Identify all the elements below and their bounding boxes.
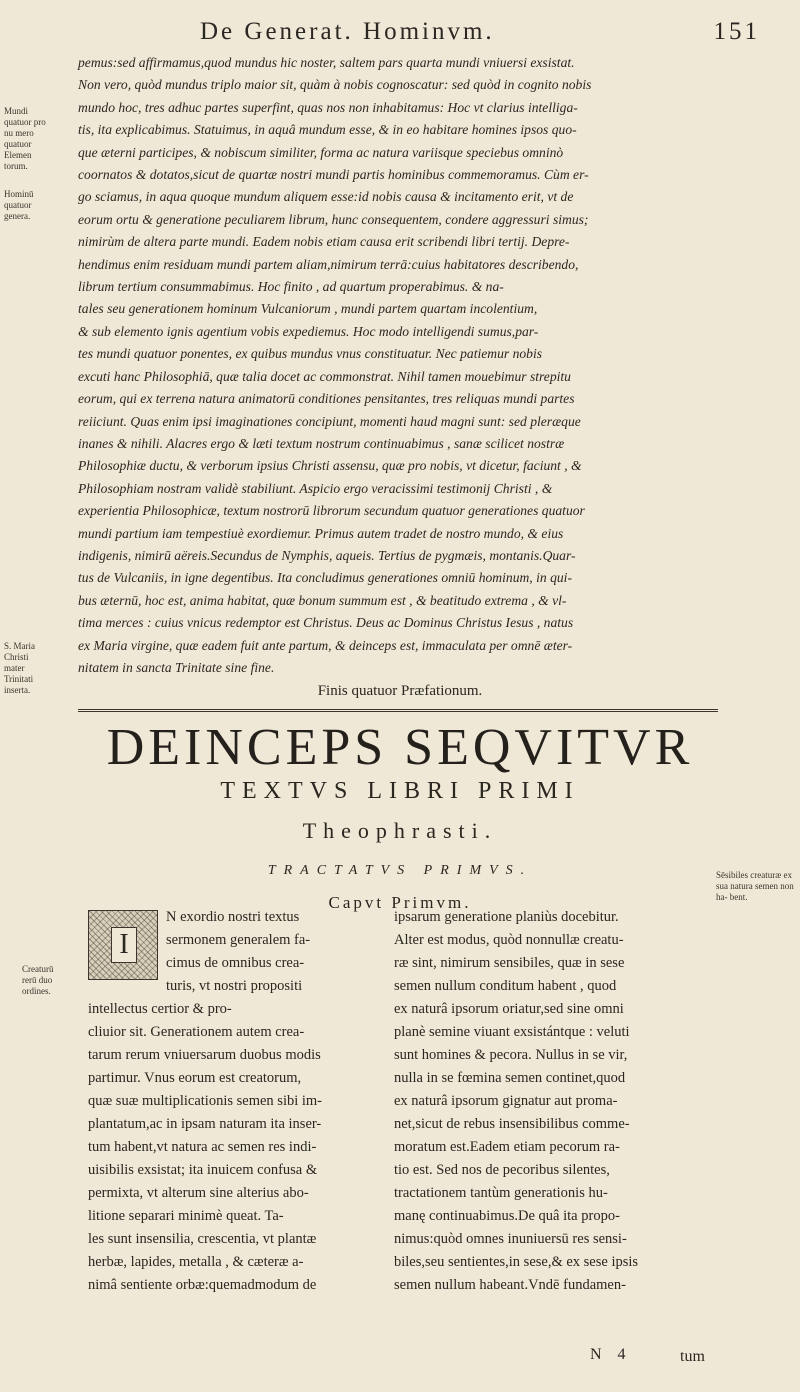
preface-line: nimirùm de altera parte mundi. Eadem nobis etiam causa erit scribendi libri tertij. Depre- [78,234,570,250]
margin-note-maria: S. Maria Christi mater Trinitati inserta. [4,641,35,695]
signature-mark: N 4 [590,1346,632,1363]
preface-line: hendimus enim residuam mundi partem aliam,nimirum terrā:cuius habitatores describendo, [78,256,579,272]
text-line: turis, vt nostri propositi [166,978,303,994]
text-line: semen nullum habeant.Vndē fundamen- [394,1277,626,1293]
margin-note-mundi: Mundi quatuor pro nu mero quatuor Elemen torum. [4,106,46,171]
margin-note-creatura: Creaturū rerū duo ordines. [22,964,54,996]
preface-line: reiiciunt. Quas enim ipsi imaginationes concipiunt, momenti haud magni sunt: sed pleræque [78,413,581,429]
preface-line: nitatem in sancta Trinitate sine fine. [78,659,275,675]
preface-line: coornatos & dotatos,sicut de quartæ nostri mundi partis hominibus commemoramus. Cùm er- [78,167,589,183]
section-subtitle: TEXTVS LIBRI PRIMI [220,778,580,804]
text-line: quæ suæ multiplicationis semen sibi im- [88,1093,323,1109]
tractatus-heading: TRACTATVS PRIMVS. [267,863,533,878]
preface-line: inanes & nihili. Alacres ergo & læti textum nostrum continuabimus , sanæ scilicet nostræ [78,435,565,451]
text-line: net,sicut de rebus insensibilibus comme- [394,1116,630,1132]
text-line: N exordio nostri textus [166,909,300,925]
text-line: plantatum,ac in ipsam naturam ita inser- [88,1116,322,1132]
page-number: 151 [713,18,760,45]
preface-line: bus æternū, hoc est, anima habitat, quæ bonum summum est , & beatitudo extrema , & vl- [78,592,567,608]
finis-line: Finis quatuor Præfationum. [317,683,483,699]
preface-line: ex Maria virgine, quæ eadem fuit ante partum, & deinceps est, immaculata per omnē æter- [78,637,573,653]
margin-note-sensibiles: Sēsibiles creaturæ ex sua natura semen non ha- bent. [716,870,794,902]
preface-line: experientia Philosophicæ, textum nostrorū librorum secundum quatuor generationes quatuor [78,503,585,519]
text-line: permixta, vt alterum sine alterius abo- [88,1185,309,1201]
text-line: intellectus certior & pro- [88,1001,232,1017]
column-right-text [394,906,700,1297]
preface-line: librum tertium consummabimus. Hoc finito , ad quartum properabimus. & na- [78,279,504,295]
preface-line: Philosophiam nostram validè stabiliunt. Aspicio ergo veracissimi testimonij Christi , & [78,480,553,496]
preface-line: tima merces : cuius vnicus redemptor est Christus. Deus ac Dominus Christus Iesus , natus [78,615,574,631]
preface-line: Non vero, quòd mundus triplo maior sit, quàm à nobis cognoscatur: sed quòd in cognito nobis [78,77,592,93]
preface-line: Philosophiæ ductu, & verborum ipsius Christi assensu, quæ pro nobis, vt dicetur, faciunt , & [78,458,582,474]
section-title: DEINCEPS SEQVITVR [106,719,694,776]
margin-note-hominum: Hominū quatuor genera. [4,189,34,221]
preface-line: que æterni participes, & nobiscum similiter, forma ac natura variisque speciebus omninò [78,144,564,160]
text-line: tractationem tantùm generationis hu- [394,1185,608,1201]
text-line: ipsarum generatione planiùs docebitur. [394,909,619,925]
text-line: ex naturâ ipsorum gignatur aut proma- [394,1093,618,1109]
text-line: semen nullum conditum habent , quod [394,978,617,994]
text-line: biles,seu sentientes,in sese,& ex sese ipsis [394,1254,639,1270]
text-line: ex naturâ ipsorum oriatur,sed sine omni [394,1001,624,1017]
text-line: tum habent,vt natura ac semen res indi- [88,1139,317,1155]
text-line: moratum est.Eadem etiam pecorum ra- [394,1139,620,1155]
author-name: Theophrasti. [302,818,498,843]
column-left [88,906,394,1297]
divider-rule [78,709,718,712]
text-line: nimus:quòd omnes inuniuersū res sensi- [394,1231,627,1247]
preface-line: tus de Vulcaniis, in igne degentibus. Ita concludimus generationes omniū hominum, in qui- [78,570,572,586]
text-line: nulla in se fœmina semen continet,quod [394,1070,626,1086]
decorated-initial-icon [88,910,158,980]
text-line: cimus de omnibus crea- [166,955,305,971]
text-line: partimur. Vnus eorum est creatorum, [88,1070,302,1086]
preface-line: tales seu generationem hominum Vulcaniorum , mundi partem quartam incolentium, [78,301,538,317]
chapter-heading: Capvt Primvm. [328,893,472,912]
text-line: sunt homines & pecora. Nullus in se vir, [394,1047,628,1063]
text-line: planè semine viuant exsistántque : veluti [394,1024,630,1040]
text-line: cliuior sit. Generationem autem crea- [88,1024,305,1040]
text-line: uisibilis exsistat; ita inuicem confusa & [88,1162,318,1178]
initial-letter: I [111,927,137,963]
text-line: ræ sint, nimirum sensibiles, quæ in sese [394,955,625,971]
preface-line: & sub elemento ignis agentium vobis expediemus. Hoc modo intelligendi sumus,par- [78,323,539,339]
preface-line: tis, ita explicabimus. Statuimus, in aquâ mundum esse, & in eo habitare homines ipsos quo- [78,122,577,138]
text-line: manę continuabimus.De quâ ita propo- [394,1208,620,1224]
text-line: sermonem generalem fa- [166,932,311,948]
preface-line: tes mundi quatuor ponentes, ex quibus mundus vnus constituatur. Nec patiemur nobis [78,346,543,362]
running-head-title: De Generat. Hominvm. [200,18,495,45]
preface-line: excuti hanc Philosophiā, quæ talia docet ac commonstrat. Nihil tamen mouebimur strepitu [78,368,571,384]
running-head [200,18,760,46]
preface-line: eorum ortu & generatione peculiarem librum, hunc consequentem, condere aggressuri simus; [78,211,589,227]
text-line: les sunt insensilia, crescentia, vt plantæ [88,1231,317,1247]
text-line: nimâ sentiente orbæ:quemadmodum de [88,1277,317,1293]
preface-line: pemus:sed affirmamus,quod mundus hic noster, saltem pars quarta mundi vniuersi exsistat. [78,55,575,70]
preface-line: mundi partium iam tempestiuè exordiemur. Primus autem tradet de nostro mundo, & eius [78,525,564,541]
text-line: litione separari minimè queat. Ta- [88,1208,284,1224]
catchword: tum [680,1348,705,1365]
preface-line: eorum, qui ex terrena natura animatorū conditiones pensitantes, tres reliquas mundi partes [78,391,575,407]
text-line: tarum rerum vniuersarum duobus modis [88,1047,321,1063]
text-line: tio est. Sed nos de pecoribus silentes, [394,1162,610,1178]
preface-line: indigenis, nimirū aëreis.Secundus de Nymphis, aqueis. Tertius de pygmæis, montanis.Quar- [78,547,576,563]
text-line: herbæ, lapides, metalla , & cæteræ a- [88,1254,304,1270]
preface-text [78,52,718,679]
preface-line: mundo hoc, tres adhuc partes superfint, quas nos non inhabitamus: Hoc vt clarius intelliga- [78,99,578,115]
text-line: Alter est modus, quòd nonnullæ creatu- [394,932,624,948]
preface-line: go sciamus, in aqua quoque mundum aliquem esse:id nobis causa & incitamento erit, vt de [78,189,574,205]
